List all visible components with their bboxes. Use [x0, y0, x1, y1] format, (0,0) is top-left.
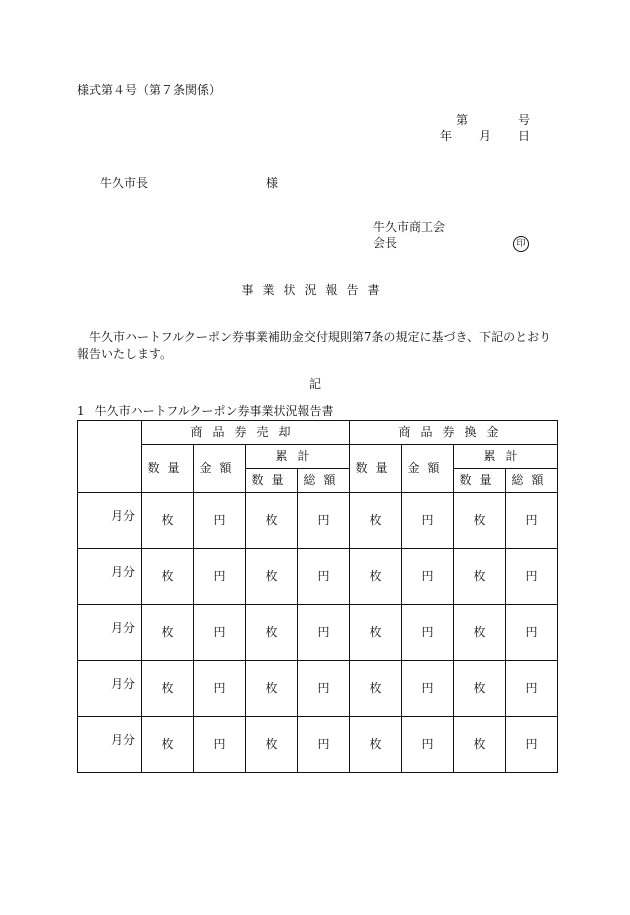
day-label: 日	[517, 129, 530, 143]
table-row	[78, 661, 558, 717]
month-label: 月	[478, 129, 491, 143]
sale-cum-quantity-cell: 枚	[246, 717, 298, 773]
header-sale: 商品券売却	[142, 421, 350, 445]
exchange-cum-total-cell: 円	[506, 493, 558, 549]
exchange-cum-total-cell: 円	[506, 661, 558, 717]
section-heading	[77, 404, 334, 420]
header-exchange: 商品券換金	[350, 421, 558, 445]
sale-cum-total-cell: 円	[298, 549, 350, 605]
document-number-date	[440, 113, 530, 145]
sale-cum-quantity-cell: 枚	[246, 605, 298, 661]
section-title: 牛久市ハートフルクーポン券事業状況報告書	[94, 404, 334, 418]
header-sale-quantity: 数量	[142, 445, 194, 493]
exchange-amount-cell: 円	[402, 549, 454, 605]
dai-label: 第	[456, 113, 469, 127]
exchange-cum-quantity-cell: 枚	[454, 661, 506, 717]
exchange-cum-total-cell: 円	[506, 717, 558, 773]
table-row	[78, 549, 558, 605]
exchange-amount-cell: 円	[402, 717, 454, 773]
corner-cell	[78, 421, 142, 493]
section-number: 1	[77, 404, 85, 418]
sale-cum-quantity-cell: 枚	[246, 493, 298, 549]
exchange-amount-cell: 円	[402, 493, 454, 549]
header-sale-amount: 金額	[194, 445, 246, 493]
sale-quantity-cell: 枚	[142, 717, 194, 773]
document-title: 事業状況報告書	[241, 283, 389, 297]
sale-amount-cell: 円	[194, 661, 246, 717]
exchange-cum-quantity-cell: 枚	[454, 605, 506, 661]
year-label: 年	[440, 129, 453, 143]
addressee	[100, 176, 279, 192]
sale-quantity-cell: 枚	[142, 605, 194, 661]
sale-cum-total-cell: 円	[298, 493, 350, 549]
header-sale-cum-quantity: 数量	[246, 469, 298, 493]
sale-amount-cell: 円	[194, 493, 246, 549]
sender-organization: 牛久市商工会	[373, 220, 446, 234]
sale-cum-total-cell: 円	[298, 717, 350, 773]
table-row	[78, 605, 558, 661]
exchange-quantity-cell: 枚	[350, 605, 402, 661]
addressee-honorific: 様	[266, 176, 279, 190]
month-cell: 月分	[78, 717, 142, 773]
sale-amount-cell: 円	[194, 605, 246, 661]
header-exchange-cum-total: 総額	[506, 469, 558, 493]
sender-title: 会長	[373, 235, 398, 250]
exchange-quantity-cell: 枚	[350, 661, 402, 717]
addressee-name: 牛久市長	[100, 176, 149, 190]
header-sale-cumulative: 累計	[246, 445, 350, 469]
exchange-cum-quantity-cell: 枚	[454, 717, 506, 773]
sale-cum-total-cell: 円	[298, 661, 350, 717]
month-cell: 月分	[78, 661, 142, 717]
go-label: 号	[517, 113, 530, 127]
sale-cum-total-cell: 円	[298, 605, 350, 661]
sender	[373, 220, 526, 251]
exchange-quantity-cell: 枚	[350, 493, 402, 549]
table-row	[78, 717, 558, 773]
exchange-quantity-cell: 枚	[350, 549, 402, 605]
header-sale-cum-total: 総額	[298, 469, 350, 493]
exchange-cum-total-cell: 円	[506, 605, 558, 661]
sale-cum-quantity-cell: 枚	[246, 661, 298, 717]
exchange-amount-cell: 円	[402, 661, 454, 717]
sale-quantity-cell: 枚	[142, 661, 194, 717]
exchange-quantity-cell: 枚	[350, 717, 402, 773]
report-table	[77, 420, 558, 773]
sale-amount-cell: 円	[194, 717, 246, 773]
exchange-cum-quantity-cell: 枚	[454, 549, 506, 605]
sale-quantity-cell: 枚	[142, 493, 194, 549]
form-number: 様式第４号（第７条関係）	[77, 83, 222, 97]
sale-quantity-cell: 枚	[142, 549, 194, 605]
exchange-amount-cell: 円	[402, 605, 454, 661]
header-exchange-cumulative: 累計	[454, 445, 558, 469]
month-cell: 月分	[78, 493, 142, 549]
exchange-cum-total-cell: 円	[506, 549, 558, 605]
body-text: 牛久市ハートフルクーポン券事業補助金交付規則第7条の規定に基づき、下記のとおり報告いたします。	[77, 330, 552, 361]
header-exchange-cum-quantity: 数量	[454, 469, 506, 493]
sale-amount-cell: 円	[194, 549, 246, 605]
month-cell: 月分	[78, 605, 142, 661]
header-exchange-amount: 金額	[402, 445, 454, 493]
month-cell: 月分	[78, 549, 142, 605]
table-row	[78, 493, 558, 549]
header-exchange-quantity: 数量	[350, 445, 402, 493]
seal-mark: 印	[513, 236, 529, 252]
exchange-cum-quantity-cell: 枚	[454, 493, 506, 549]
sale-cum-quantity-cell: 枚	[246, 549, 298, 605]
ki-label: 記	[308, 377, 321, 391]
